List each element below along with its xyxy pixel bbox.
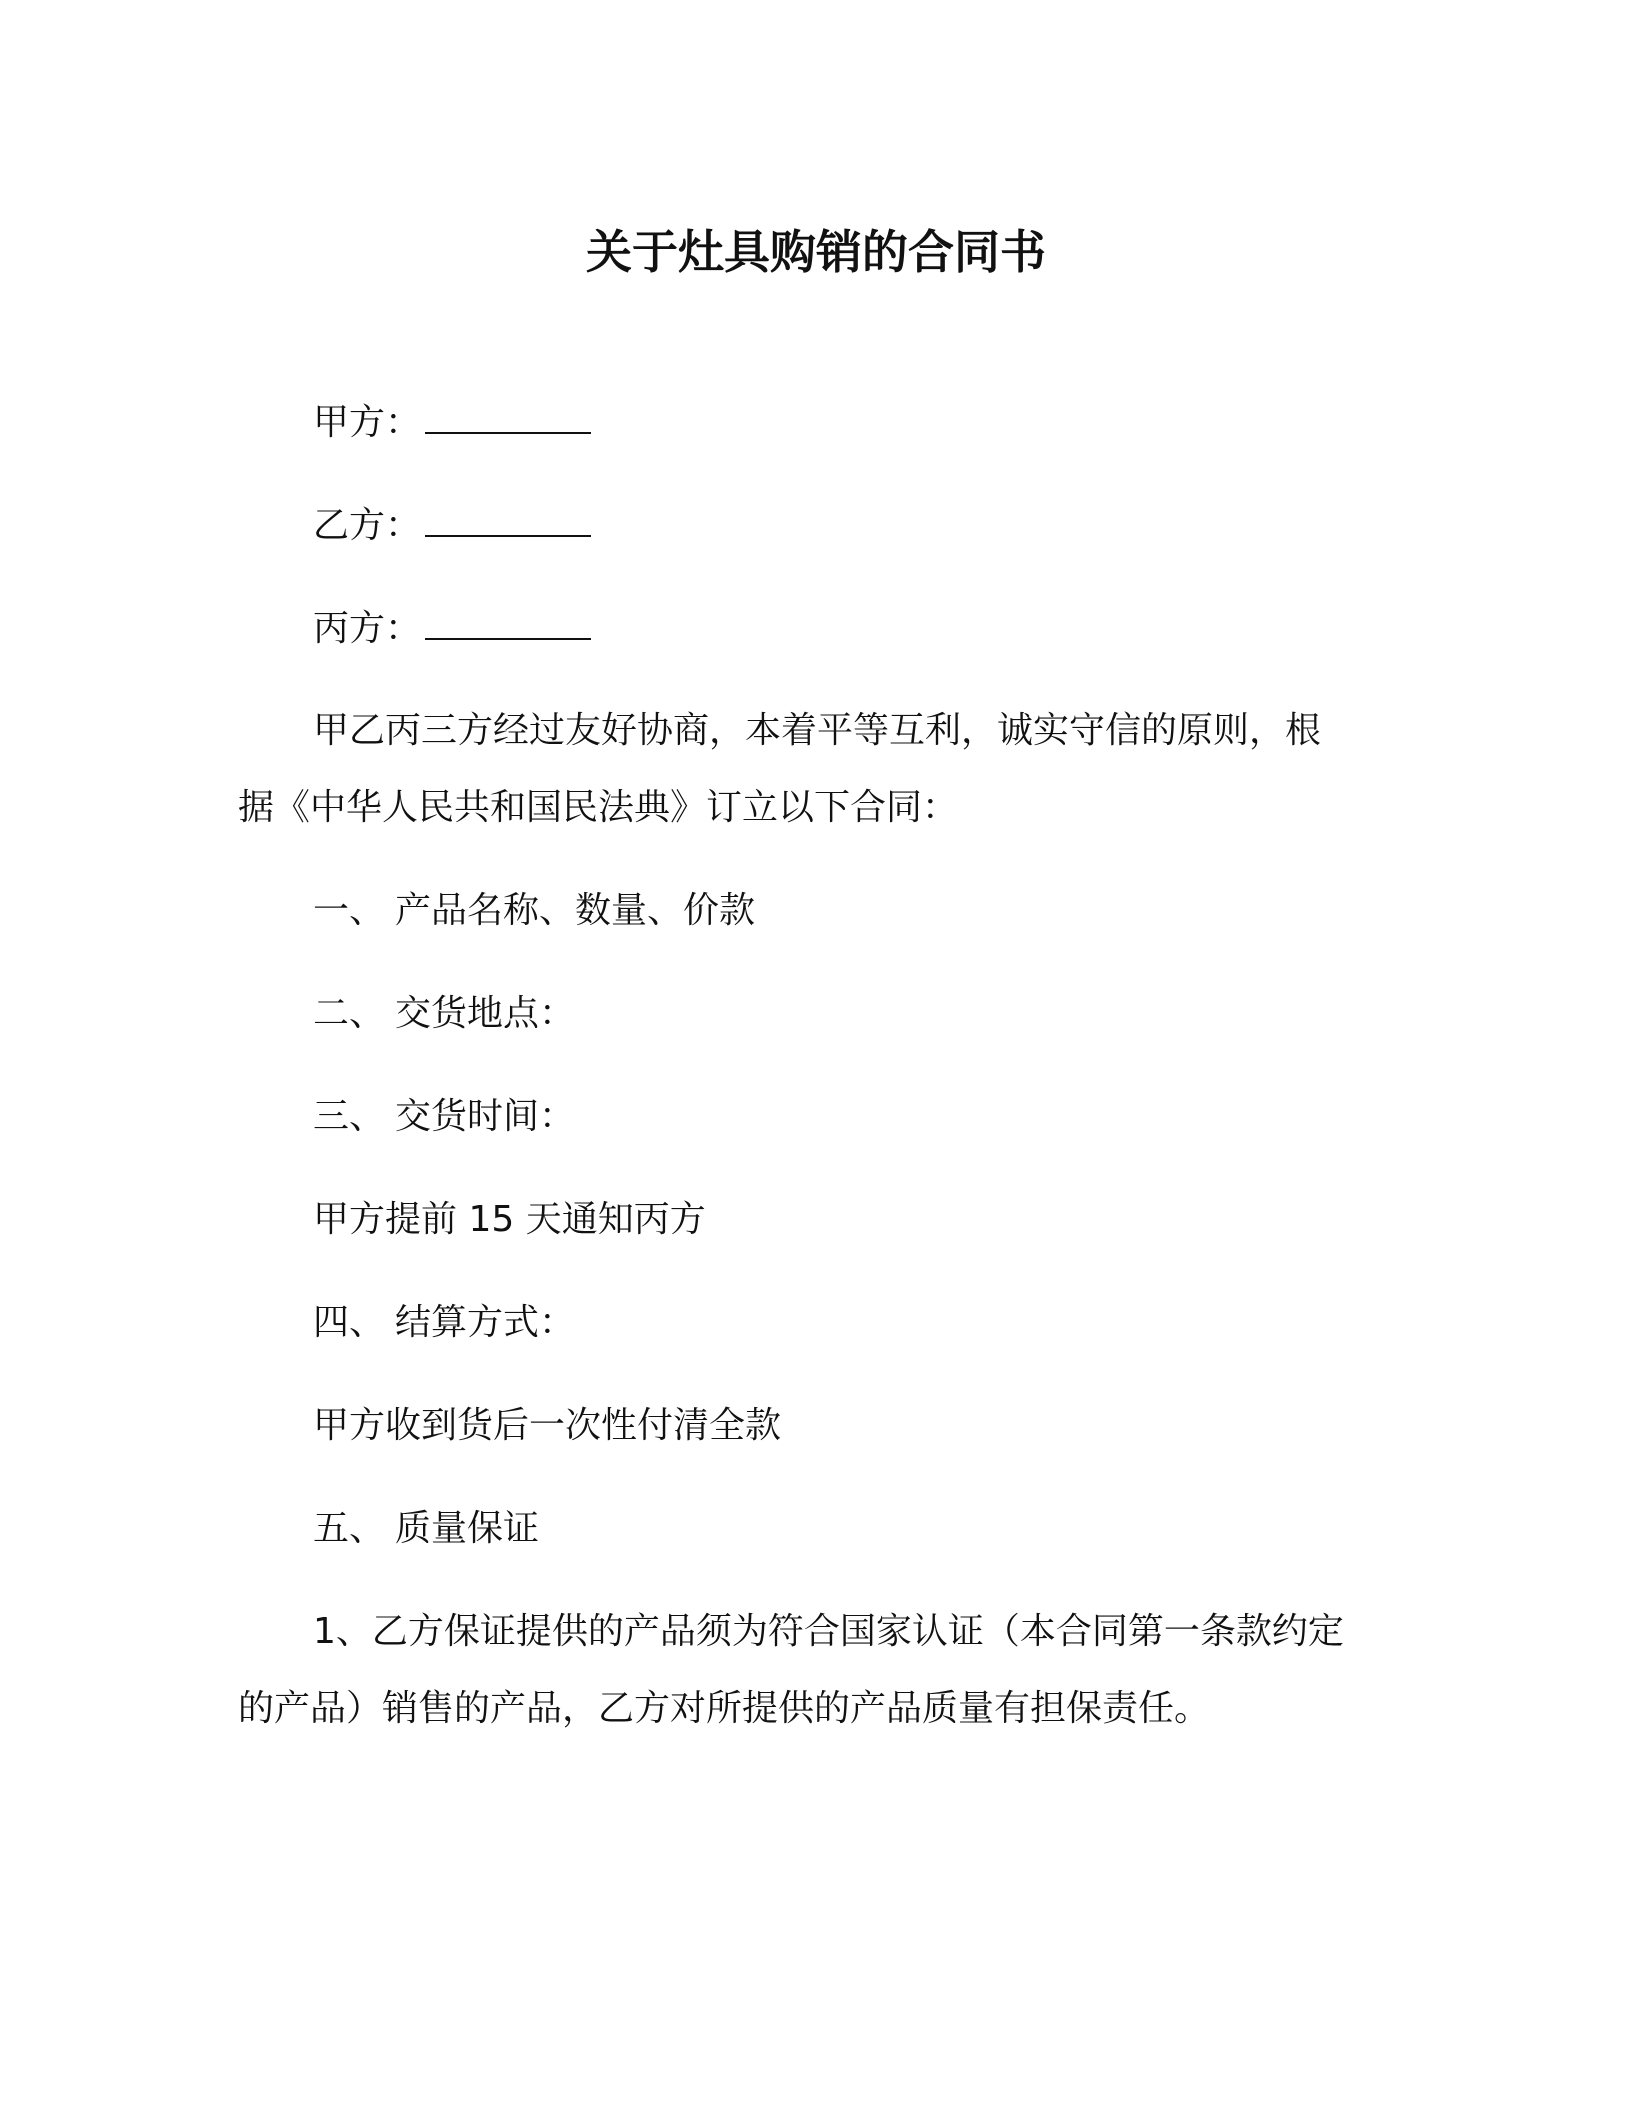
section-number: 一、: [313, 890, 386, 931]
preamble-line-1: 甲乙丙三方经过友好协商，本着平等互利，诚实守信的原则，根: [313, 710, 1322, 751]
party-c-blank[interactable]: [425, 604, 591, 640]
section-4-heading: [313, 1299, 575, 1347]
party-b-blank[interactable]: [425, 501, 591, 537]
party-c-label: 丙方：: [313, 608, 422, 649]
section-2-heading: [313, 990, 575, 1038]
section-title: 结算方式：: [395, 1302, 576, 1343]
preamble-line-2: 据《中华人民共和国民法典》订立以下合同：: [238, 787, 959, 828]
section-number: 五、: [313, 1508, 386, 1549]
section-title: 交货时间：: [395, 1096, 576, 1137]
section-number: 二、: [313, 993, 386, 1034]
party-a-blank[interactable]: [425, 398, 591, 434]
delivery-notice: 甲方提前 15 天通知丙方: [313, 1199, 706, 1240]
section-3-heading: [313, 1093, 575, 1141]
quality-clause-line-2: 的产品）销售的产品，乙方对所提供的产品质量有担保责任。: [238, 1688, 1211, 1729]
section-5-heading: [313, 1505, 539, 1553]
party-a-line: [313, 398, 591, 447]
quality-clause-line-1: 1、乙方保证提供的产品须为符合国家认证（本合同第一条款约定: [313, 1611, 1344, 1652]
section-number: 四、: [313, 1302, 386, 1343]
payment-term: 甲方收到货后一次性付清全款: [313, 1405, 782, 1446]
party-b-line: [313, 501, 591, 550]
party-a-label: 甲方：: [313, 402, 422, 443]
party-b-label: 乙方：: [313, 505, 422, 546]
section-title: 产品名称、数量、价款: [395, 890, 756, 931]
section-1-heading: [313, 887, 755, 935]
section-number: 三、: [313, 1096, 386, 1137]
section-title: 质量保证: [395, 1508, 540, 1549]
party-c-line: [313, 604, 591, 653]
section-title: 交货地点：: [395, 993, 576, 1034]
document-title: 关于灶具购销的合同书: [586, 225, 1046, 279]
